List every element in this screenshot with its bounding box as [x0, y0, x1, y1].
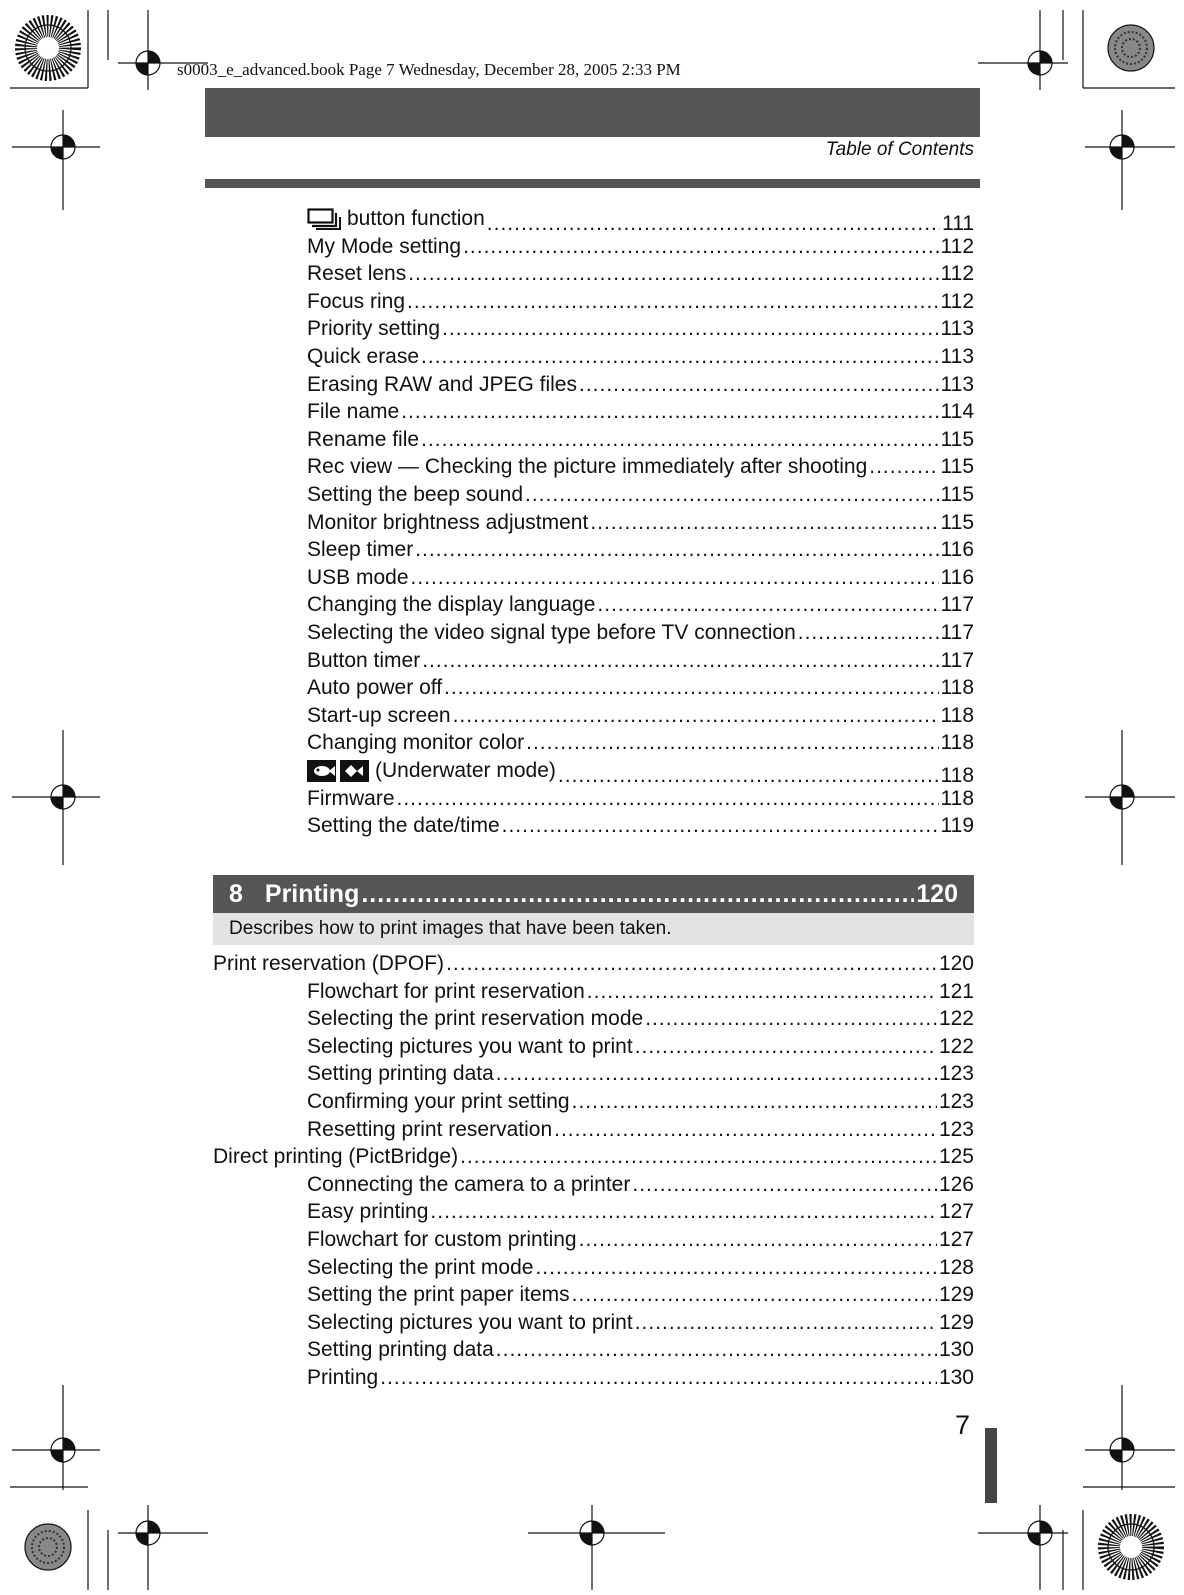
leader-dots: [407, 289, 938, 315]
toc-entry-label: [307, 730, 524, 756]
toc-entry-label: [307, 1282, 570, 1308]
toc-entry-page: 113: [940, 345, 974, 368]
toc-entry-label: [307, 648, 420, 674]
toc-entry-page: 112: [940, 262, 974, 286]
toc-entry-text: Flowchart for print reservation: [307, 979, 585, 1003]
toc-entry-page: 129: [938, 1283, 974, 1307]
toc-entry-text: Confirming your print setting: [307, 1090, 570, 1113]
leader-dots: [502, 813, 939, 839]
toc-entry-page: 118: [940, 786, 974, 810]
toc-entry[interactable]: [307, 1006, 974, 1032]
registration-disc-br: [1108, 1524, 1154, 1570]
toc-entry[interactable]: [307, 620, 974, 646]
leader-dots: [444, 675, 938, 701]
toc-entry[interactable]: [307, 427, 974, 453]
toc-entry-text: Resetting print reservation: [307, 1117, 553, 1141]
leader-dots: [572, 1089, 937, 1115]
toc-entry[interactable]: [307, 482, 974, 508]
toc-entry[interactable]: [307, 399, 974, 425]
toc-entry[interactable]: [307, 979, 974, 1005]
chapter-description: Describes how to print images that have been taken.: [213, 913, 974, 945]
toc-entry-text: Changing the display language: [307, 593, 596, 617]
toc-entry-label: [307, 1255, 533, 1281]
toc-entry-label: [307, 1337, 494, 1363]
toc-entry-page: 129: [938, 1310, 974, 1334]
toc-entry-text: Setting the beep sound: [307, 483, 524, 506]
leader-dots: [798, 620, 939, 646]
leader-dots: [635, 1034, 937, 1060]
toc-entry-label: [307, 206, 485, 232]
toc-entry-label: [307, 675, 442, 701]
toc-entry-text: Connecting the camera to a printer: [307, 1172, 631, 1196]
toc-entry-label: [307, 1061, 494, 1087]
toc-entry-label: [307, 510, 588, 536]
toc-entry-label: [307, 399, 399, 425]
toc-entry[interactable]: [307, 675, 974, 701]
underwater-mode-icons: [307, 760, 369, 782]
toc-entry-text: Start-up screen: [307, 703, 451, 727]
toc-entry-text: Changing monitor color: [307, 731, 525, 755]
toc-entry-page: 126: [938, 1172, 974, 1196]
toc-entry-text: Print reservation (DPOF): [213, 952, 445, 975]
toc-entry-label: [307, 261, 406, 287]
toc-entry-text: Sleep timer: [307, 538, 414, 562]
toc-entry[interactable]: [213, 1144, 974, 1170]
leader-dots: [579, 1227, 937, 1253]
toc-entry[interactable]: [307, 758, 974, 787]
section-title: Table of Contents: [825, 139, 974, 160]
toc-entry-label: [307, 482, 523, 508]
toc-entry-text: Button timer: [307, 648, 421, 672]
toc-entry-label: [307, 1365, 378, 1391]
toc-entry-label: [307, 372, 577, 398]
leader-dots: [460, 1144, 937, 1170]
toc-entry[interactable]: [307, 1034, 974, 1060]
toc-entry-page: 123: [938, 1090, 974, 1113]
leader-dots: [587, 979, 937, 1005]
toc-entry-label: [307, 979, 585, 1005]
leader-dots: [496, 1061, 937, 1087]
chapter-heading[interactable]: [213, 875, 974, 913]
toc-entry-page: 125: [938, 1145, 974, 1169]
leader-dots: [446, 951, 937, 977]
toc-entry-page: 115: [940, 455, 974, 479]
toc-entry-page: 113: [940, 372, 974, 396]
toc-entry-text: Reset lens: [307, 262, 407, 286]
leader-dots: [632, 1172, 937, 1198]
toc-entry-page: 112: [940, 289, 974, 313]
toc-entry-label: [307, 454, 867, 480]
leader-dots: [496, 1337, 937, 1363]
toc-entry-label: [213, 1144, 458, 1170]
toc-entry[interactable]: [307, 1172, 974, 1198]
toc-entry-label: [307, 289, 405, 315]
toc-entry-text: Selecting the print reservation mode: [307, 1007, 644, 1031]
thumb-tab: [985, 1428, 997, 1503]
toc-entry-label: [307, 1117, 552, 1143]
toc-entry-text: Setting printing data: [307, 1062, 494, 1086]
toc-entry-page: 127: [938, 1228, 974, 1251]
toc-entry-label: [307, 1227, 577, 1253]
toc-entry-page: 123: [938, 1117, 974, 1141]
toc-entry-text: button function: [347, 207, 485, 230]
leader-dots: [597, 592, 938, 618]
toc-entry[interactable]: [213, 951, 974, 977]
toc-entry-page: 118: [940, 676, 974, 700]
toc-entry-page: 122: [938, 1007, 974, 1031]
toc-entry-page: 118: [940, 731, 974, 755]
toc-entry-label: [307, 427, 419, 453]
leader-dots: [463, 234, 938, 260]
toc-entry[interactable]: [307, 1282, 974, 1308]
toc-entry[interactable]: [307, 316, 974, 342]
leader-dots: [408, 261, 938, 287]
leader-dots: [421, 427, 938, 453]
toc-entry-page: 123: [938, 1062, 974, 1086]
toc-entry-label: [307, 565, 409, 591]
chapter-page: 120: [916, 879, 958, 908]
toc-entry-text: Setting the print paper items: [307, 1283, 570, 1307]
toc-entry-page: 115: [940, 510, 974, 534]
toc-entry-label: [307, 813, 500, 839]
toc-entry-text: Selecting the print mode: [307, 1255, 534, 1279]
toc-entry-text: Monitor brightness adjustment: [307, 510, 589, 534]
toc-entry[interactable]: [307, 1199, 974, 1225]
leader-dots: [397, 786, 939, 812]
toc-entry-text: Rec view — Checking the picture immediately after shooting: [307, 455, 868, 479]
toc-entry-page: 111: [942, 212, 974, 235]
toc-entry-text: Direct printing (PictBridge): [213, 1145, 459, 1169]
toc-entry-text: USB mode: [307, 565, 409, 589]
leader-dots: [422, 648, 938, 674]
toc-entry-text: (Underwater mode): [375, 759, 556, 782]
toc-entry[interactable]: [307, 289, 974, 315]
toc-entry-page: 128: [938, 1255, 974, 1279]
leader-dots: [526, 730, 938, 756]
toc-entry[interactable]: [307, 1255, 974, 1281]
toc-entry[interactable]: [307, 592, 974, 618]
leader-dots: [415, 537, 938, 563]
toc-entry[interactable]: [307, 730, 974, 756]
toc-entry-label: [307, 1199, 428, 1225]
toc-entry[interactable]: [307, 565, 974, 591]
toc-entry-label: [307, 1006, 643, 1032]
toc-entry-page: 116: [940, 538, 974, 562]
toc-entry[interactable]: [307, 510, 974, 536]
toc-entry[interactable]: [307, 1310, 974, 1336]
toc-entry-text: Firmware: [307, 786, 395, 810]
toc-entry[interactable]: [307, 261, 974, 287]
leader-dots: [401, 399, 938, 425]
toc-entry-label: [307, 1310, 633, 1336]
toc-entry[interactable]: [307, 454, 974, 480]
toc-entry-page: 115: [940, 483, 974, 506]
leader-dots: [554, 1117, 937, 1143]
toc-entry[interactable]: [307, 206, 974, 235]
toc-entry-page: 115: [940, 427, 974, 451]
chapter-title: Printing: [264, 879, 360, 908]
toc-entry-label: [307, 1172, 630, 1198]
toc-entry-page: 130: [938, 1338, 974, 1362]
toc-entry-page: 113: [940, 317, 974, 341]
registration-disc-bl: [25, 1524, 71, 1570]
registration-disc-tl: [25, 25, 71, 71]
toc-entry-text: Printing: [307, 1366, 379, 1389]
toc-entry-text: Easy printing: [307, 1200, 429, 1224]
toc-entry-text: Selecting pictures you want to print: [307, 1034, 633, 1058]
toc-entry-text: Selecting the video signal type before TV connection: [307, 621, 796, 644]
toc-entry-label: [307, 316, 440, 342]
toc-entry-page: 122: [938, 1034, 974, 1058]
toc-entry-label: [213, 951, 444, 977]
toc-entry-text: Priority setting: [307, 317, 441, 341]
toc-entry-text: Rename file: [307, 427, 420, 451]
leader-dots: [579, 372, 939, 398]
toc-entry-text: Focus ring: [307, 289, 406, 313]
toc-entry-page: 127: [938, 1200, 974, 1224]
leader-dots: [590, 510, 938, 536]
page-number: 7: [955, 1410, 971, 1440]
print-info-line: s0003_e_advanced.book Page 7 Wednesday, December 28, 2005 2:33 PM: [177, 60, 681, 79]
toc-entry-label: [307, 1089, 570, 1115]
chapter-number: 8: [229, 879, 243, 908]
toc-entry-page: 114: [940, 400, 974, 424]
toc-entry-text: File name: [307, 400, 400, 424]
toc-entry-page: 117: [940, 648, 974, 672]
continuous-shooting-icon: [307, 208, 341, 230]
toc-entry-page: 117: [940, 621, 974, 644]
toc-entry-page: 121: [938, 979, 974, 1003]
toc-entry-page: 130: [938, 1366, 974, 1389]
toc-entry[interactable]: [307, 1117, 974, 1143]
toc-entry[interactable]: [307, 1337, 974, 1363]
toc-entry-page: 116: [940, 565, 974, 589]
toc-entry[interactable]: [307, 1227, 974, 1253]
toc-entry-text: Selecting pictures you want to print: [307, 1310, 633, 1334]
toc-entry-label: [307, 537, 413, 563]
leader-dots: [453, 703, 939, 729]
leader-dots: [525, 482, 939, 508]
toc-entry[interactable]: [307, 703, 974, 729]
toc-entry-label: [307, 1034, 633, 1060]
leader-dots: [645, 1006, 937, 1032]
toc-entry-page: 112: [940, 234, 974, 258]
toc-entry-label: [307, 786, 395, 812]
crosshair-tr-top: [978, 10, 1068, 90]
toc-entry[interactable]: [307, 372, 974, 398]
registration-disc-tr: [1108, 25, 1154, 71]
leader-dots: [535, 1255, 936, 1281]
leader-dots: [380, 1365, 937, 1391]
toc-entry-text: Flowchart for custom printing: [307, 1228, 577, 1251]
toc-entry-page: 119: [940, 814, 974, 838]
toc-entry-page: 118: [940, 764, 974, 787]
toc-entry-label: [307, 592, 595, 618]
header-rule: [205, 179, 980, 188]
toc-entry-text: Auto power off: [307, 676, 443, 700]
toc-entry-text: Quick erase: [307, 345, 420, 368]
toc-entry-page: 117: [940, 593, 974, 617]
toc-entry[interactable]: [307, 537, 974, 563]
leader-dots: [421, 344, 938, 370]
toc-entry-label: [307, 344, 419, 370]
toc-entry-page: 120: [938, 952, 974, 975]
toc-entry-text: Setting printing data: [307, 1338, 494, 1362]
toc-entry-text: My Mode setting: [307, 234, 462, 258]
toc-entry-page: 118: [940, 703, 974, 727]
toc-entry[interactable]: [307, 648, 974, 674]
toc-entry-text: Setting the date/time: [307, 814, 500, 838]
toc-entry[interactable]: [307, 1089, 974, 1115]
toc-entry-label: [307, 620, 796, 646]
toc-entry[interactable]: [307, 786, 974, 812]
toc-entry[interactable]: [307, 1061, 974, 1087]
toc-entry-text: Erasing RAW and JPEG files: [307, 372, 577, 396]
leader-dots: [411, 565, 939, 591]
toc-entry[interactable]: [307, 1365, 974, 1391]
toc-entry-label: [307, 758, 556, 784]
header-band: [205, 88, 980, 137]
toc-entry[interactable]: [307, 344, 974, 370]
toc-entry[interactable]: [307, 234, 974, 260]
leader-dots: [635, 1310, 937, 1336]
leader-dots: [430, 1199, 937, 1225]
toc-entry[interactable]: [307, 813, 974, 839]
toc-entry-label: [307, 234, 461, 260]
leader-dots: [572, 1282, 937, 1308]
leader-dots: [869, 454, 938, 480]
toc-entry-label: [307, 703, 451, 729]
leader-dots: [361, 880, 914, 909]
leader-dots: [442, 316, 938, 342]
